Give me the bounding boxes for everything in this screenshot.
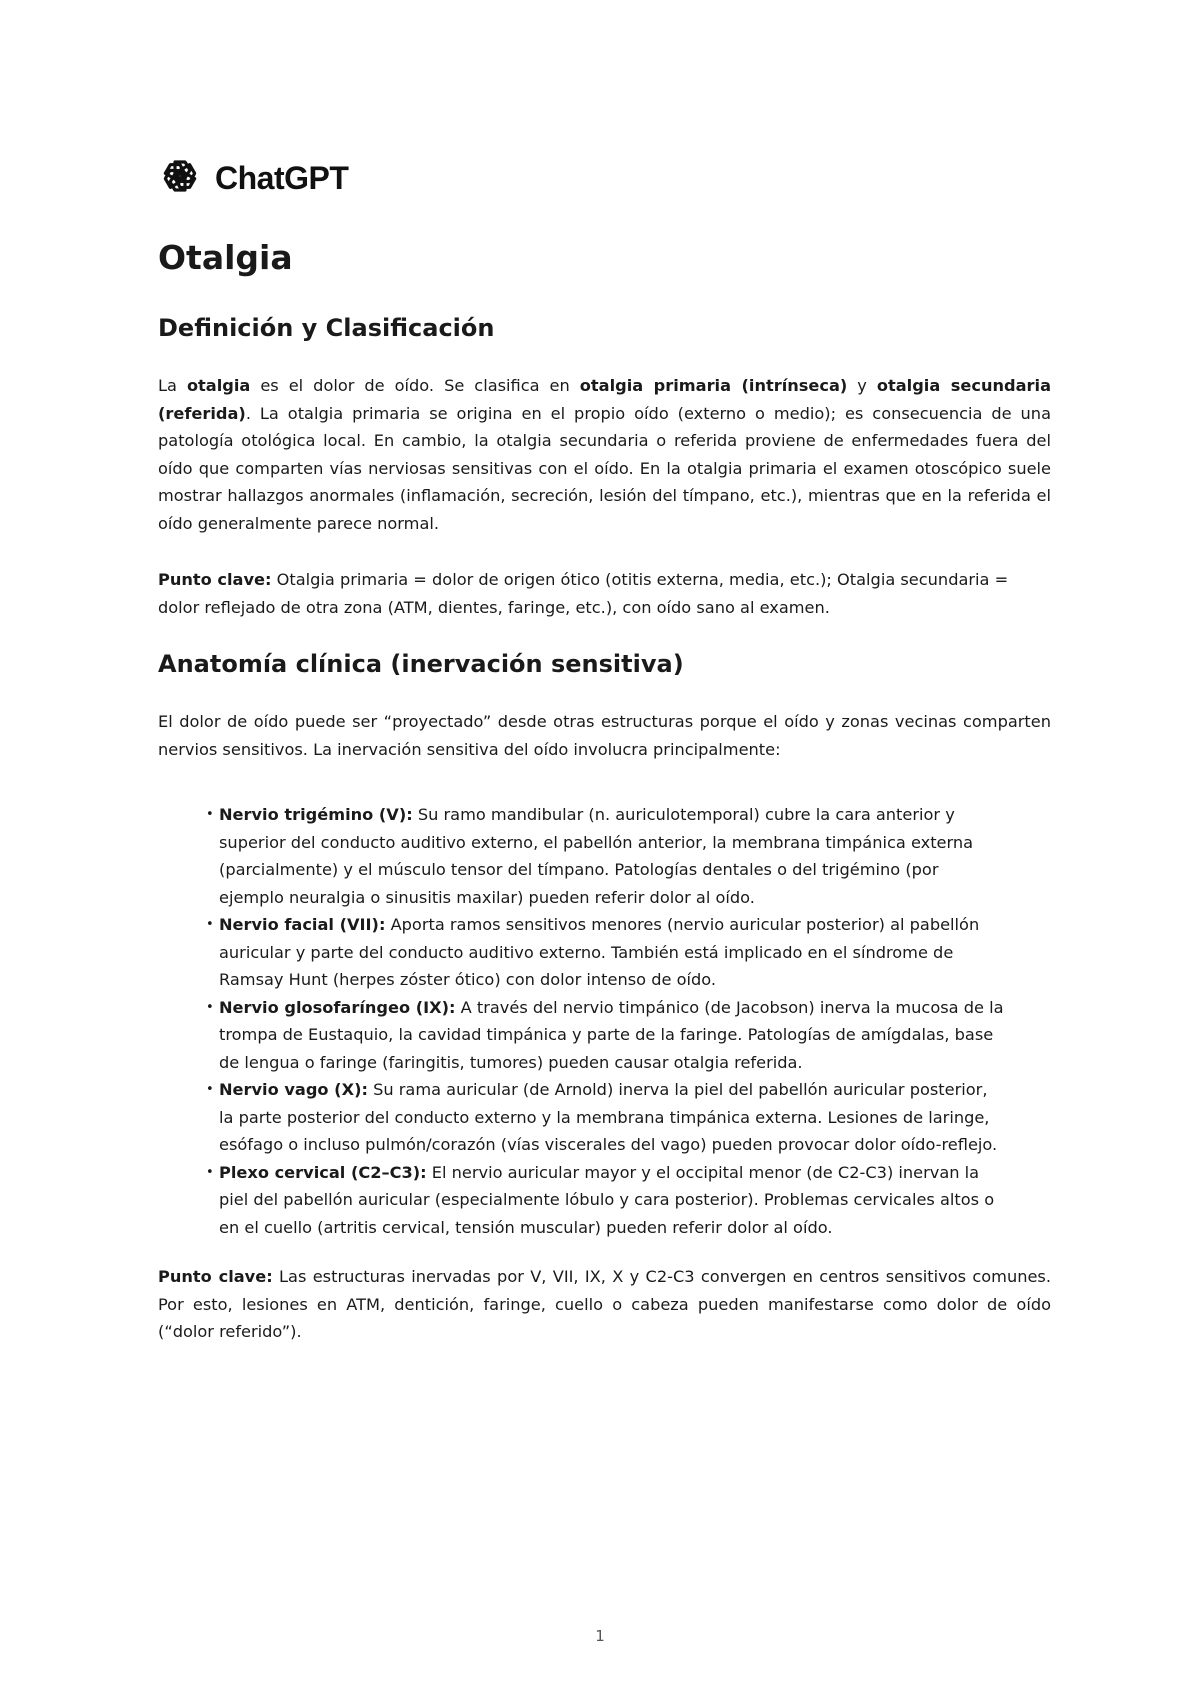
- page-number: 1: [595, 1627, 605, 1645]
- openai-logo-icon: [158, 154, 202, 202]
- list-item: • Plexo cervical (C2–C3): El nervio auricular mayor y el occipital menor (de C2-C3) inervan la piel del pabellón auricular (especialmente lóbulo y cara posterior). Problemas cervicales altos o en el cuello (artritis cervical, tensión muscular) pueden referir dolor al oído.: [206, 1159, 1006, 1242]
- anatomy-intro-paragraph: El dolor de oído puede ser “proyectado” desde otras estructuras porque el oído y zonas vecinas comparten nervios sensitivos. La inervación sensitiva del oído involucra principalmente:: [158, 712, 1051, 759]
- document-title: Otalgia: [158, 238, 293, 277]
- list-item: • Nervio facial (VII): Aporta ramos sensitivos menores (nervio auricular posterior) al pabellón auricular y parte del conducto auditivo externo. También está implicado en el síndrome de Ramsay Hunt (herpes zóster ótico) con dolor intenso de oído.: [206, 911, 1006, 994]
- section-heading-definition: Definición y Clasificación: [158, 314, 495, 342]
- list-item: • Nervio vago (X): Su rama auricular (de Arnold) inerva la piel del pabellón auricular posterior, la parte posterior del conducto externo y la membrana timpánica externa. Lesiones de laringe, esófago o incluso pulmón/corazón (vías viscerales del vago) pueden provocar dolor oído-reflejo.: [206, 1076, 1006, 1159]
- brand-header: [158, 150, 1051, 206]
- definition-paragraph: La otalgia es el dolor de oído. Se clasifica en otalgia primaria (intrínseca) y otalgia secundaria (referida). La otalgia primaria se origina en el propio oído (externo o medio); es consecuencia de una patología otológica local. En cambio, la otalgia secundaria o referida proviene de enfermedades fuera del oído que comparten vías nerviosas sensitivas con el oído. En la otalgia primaria el examen otoscópico suele mostrar hallazgos anormales (inflamación, secreción, lesión del tímpano, etc.), mientras que en la referida el oído generalmente parece normal.: [158, 376, 1051, 533]
- key-point-label: Punto clave:: [158, 1267, 273, 1286]
- key-point-definition: Punto clave: Otalgia primaria = dolor de origen ótico (otitis externa, media, etc.); Otalgia secundaria = dolor reflejado de otra zona (ATM, dientes, faringe, etc.), con oído sano al examen.: [158, 570, 1009, 617]
- list-item: • Nervio trigémino (V): Su ramo mandibular (n. auriculotemporal) cubre la cara anterior y superior del conducto auditivo externo, el pabellón anterior, la membrana timpánica externa (parcialmente) y el músculo tensor del tímpano. Patologías dentales o del trigémino (por ejemplo neuralgia o sinusitis maxilar) pueden referir dolor al oído.: [206, 801, 1006, 911]
- list-item: • Nervio glosofaríngeo (IX): A través del nervio timpánico (de Jacobson) inerva la mucosa de la trompa de Eustaquio, la cavidad timpánica y parte de la faringe. Patologías de amígdalas, base de lengua o faringe (faringitis, tumores) pueden causar otalgia referida.: [206, 994, 1006, 1077]
- section-heading-anatomy: Anatomía clínica (inervación sensitiva): [158, 650, 684, 678]
- nerve-list: [206, 801, 1006, 1241]
- document-page: [158, 150, 1051, 1341]
- key-point-anatomy: Punto clave: Las estructuras inervadas por V, VII, IX, X y C2-C3 convergen en centros sensitivos comunes. Por esto, lesiones en ATM, dentición, faringe, cuello o cabeza pueden manifestarse como dolor de oído (“dolor referido”).: [158, 1267, 1051, 1341]
- key-point-label: Punto clave:: [158, 570, 272, 589]
- brand-name: ChatGPT: [215, 159, 349, 196]
